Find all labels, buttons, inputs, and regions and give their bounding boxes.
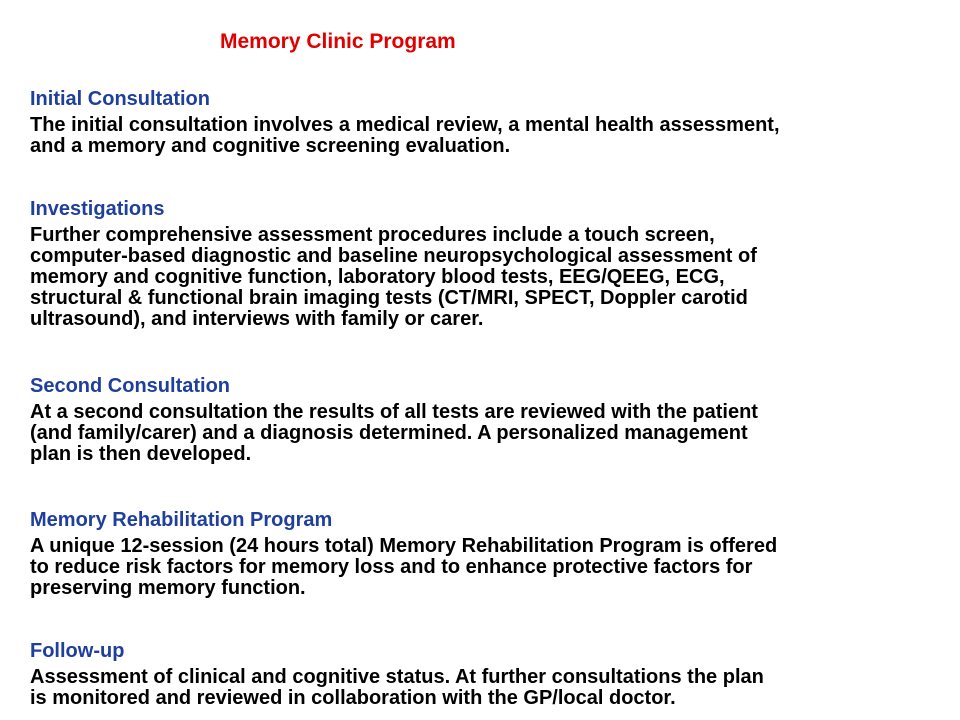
section-body bbox=[30, 667, 940, 709]
body-line: and a memory and cognitive screening evaluation. bbox=[30, 135, 511, 157]
section-investigations bbox=[30, 197, 940, 330]
body-line: At a second consultation the results of all tests are reviewed with the patient bbox=[30, 401, 758, 423]
section-heading: Memory Rehabilitation Program bbox=[30, 509, 333, 531]
section-memory-rehabilitation bbox=[30, 508, 940, 599]
body-line: to reduce risk factors for memory loss and to enhance protective factors for bbox=[30, 556, 753, 578]
body-line: plan is then developed. bbox=[30, 443, 252, 465]
section-body bbox=[30, 225, 940, 330]
section-heading: Investigations bbox=[30, 198, 165, 220]
section-follow-up bbox=[30, 639, 940, 709]
section-body bbox=[30, 536, 940, 599]
section-heading: Initial Consultation bbox=[30, 88, 210, 110]
body-line: memory and cognitive function, laboratory blood tests, EEG/QEEG, ECG, bbox=[30, 266, 725, 288]
body-line: ultrasound), and interviews with family or carer. bbox=[30, 308, 484, 330]
body-line: is monitored and reviewed in collaboration with the GP/local doctor. bbox=[30, 687, 676, 709]
body-line: The initial consultation involves a medical review, a mental health assessment, bbox=[30, 114, 780, 136]
section-body bbox=[30, 115, 940, 157]
body-line: Assessment of clinical and cognitive status. At further consultations the plan bbox=[30, 666, 764, 688]
body-line: preserving memory function. bbox=[30, 577, 306, 599]
section-heading: Follow-up bbox=[30, 640, 125, 662]
body-line: Further comprehensive assessment procedures include a touch screen, bbox=[30, 224, 715, 246]
section-heading: Second Consultation bbox=[30, 375, 230, 397]
section-initial-consultation bbox=[30, 87, 940, 157]
body-line: A unique 12-session (24 hours total) Memory Rehabilitation Program is offered bbox=[30, 535, 778, 557]
section-body bbox=[30, 402, 940, 465]
body-line: (and family/carer) and a diagnosis determined. A personalized management bbox=[30, 422, 748, 444]
page-title: Memory Clinic Program bbox=[220, 30, 456, 53]
body-line: computer-based diagnostic and baseline neuropsychological assessment of bbox=[30, 245, 757, 267]
body-line: structural & functional brain imaging tests (CT/MRI, SPECT, Doppler carotid bbox=[30, 287, 748, 309]
section-second-consultation bbox=[30, 374, 940, 465]
